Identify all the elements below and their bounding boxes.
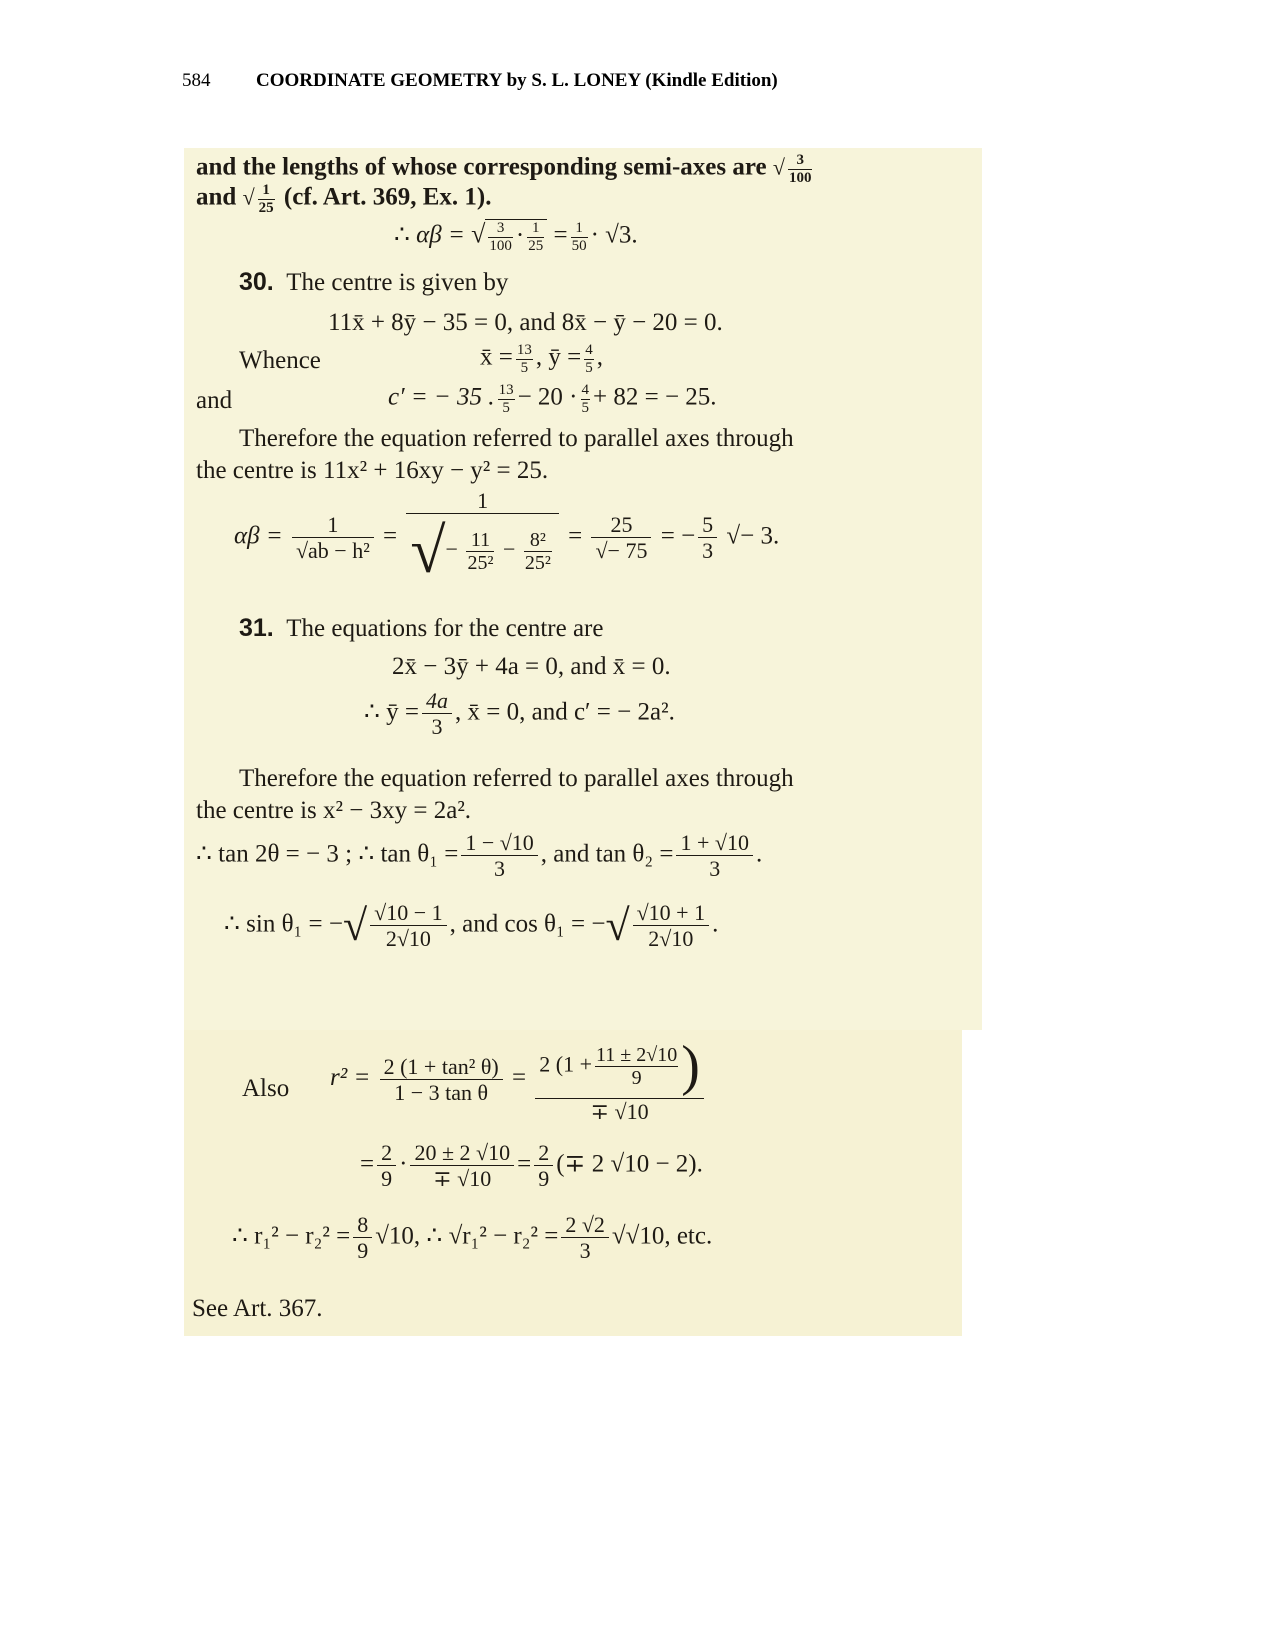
- whence-line: Whence: [239, 347, 321, 374]
- see-art-reference: See Art. 367.: [192, 1295, 323, 1322]
- equation-alpha-beta-2: αβ = $\frac{1}{\text{√ab − h²}}$ = 1 √− $\frac{11}{\text{25²}}$ − $\frac{\text{8²}}{\text{25²}}$ = $\frac{25}{√- 75}$ = − $\frac{5}{3}$ √− 3.: [234, 488, 780, 587]
- running-head: [182, 70, 778, 92]
- equation-r-squared-2: = $\frac{2}{9}$ · $\frac{20 \pm 2 √10}{\mp √10}$ = $\frac{2}{9}$ (∓ 2 √10 − 2).: [360, 1140, 703, 1192]
- equation-31-centre: 2x̄ − 3ȳ + 4a = 0, and x̄ = 0.: [392, 653, 671, 680]
- fraction: $\frac{1}{25}$: [258, 182, 274, 216]
- scanned-text-region-upper: [184, 148, 982, 1030]
- text-line-30b: the centre is 11x² + 16xy − y² = 25.: [196, 457, 549, 484]
- equation-31-tan: ∴ tan 2θ = − 3 ; ∴ tan θ₁ = $\frac{1 - √10}{3}$ , and tan θ₂ = $\frac{1 + √10}{3}$ .: [196, 830, 763, 882]
- equation-r-squared: r² = $\frac{\text{2 (1 + tan² θ)}}{\text{1 − 3 tan θ}}$ = 2 (1 + $\frac{11 \pm 2√10}{9}$ ) ∓ √10: [330, 1034, 707, 1125]
- equation-30-c: c′ = − 35 . $\frac{13}{5}$ − 20 · $\frac{4}{5}$ + 82 = − 25.: [388, 382, 717, 416]
- section-31-heading: 31. The equations for the centre are: [239, 614, 604, 642]
- page-number: 584: [182, 70, 211, 91]
- book-title: COORDINATE GEOMETRY by S. L. LONEY (Kindle Edition): [256, 70, 778, 91]
- equation-30-centre: 11x̄ + 8ȳ − 35 = 0, and 8x̄ − ȳ − 20 = 0.: [328, 309, 723, 336]
- text-line-1: and the lengths of whose corresponding semi-axes are √ $\frac{3}{100}$: [196, 152, 812, 186]
- also-label: Also: [242, 1075, 290, 1102]
- equation-31-ybar: ∴ ȳ = $\frac{4a}{3}$ , x̄ = 0, and c′ = − 2a².: [364, 688, 675, 740]
- equation-alpha-beta-1: ∴ αβ = √ $\frac{3}{100}$ · $\frac{1}{25}$ = $\frac{1}{50}$ · √3.: [394, 219, 638, 254]
- section-30-heading: 30. The centre is given by: [239, 268, 509, 296]
- scanned-text-region-lower: [184, 1030, 962, 1336]
- text-line-31b: the centre is x² − 3xy = 2a².: [196, 797, 472, 824]
- fraction: $\frac{3}{100}$: [788, 152, 812, 186]
- text-line-30a: Therefore the equation referred to parallel axes through: [239, 425, 794, 452]
- and-label: and: [196, 387, 233, 414]
- equation-31-sin-cos: ∴ sin θ₁ = −√ $\frac{√10 - 1}{2√10}$ , and cos θ₁ = −√ $\frac{√10 + 1}{2√10}$ .: [224, 900, 719, 952]
- text-line-31a: Therefore the equation referred to parallel axes through: [239, 765, 794, 792]
- equation-r-difference: ∴ r₁² − r₂² = $\frac{8}{9}$ √10, ∴ √r₁² − r₂² = $\frac{2 √2}{3}$ √√10, etc.: [232, 1212, 713, 1264]
- equation-30-xbar-ybar: x̄ = $\frac{13}{5}$ , ȳ = $\frac{4}{5}$ ,: [480, 342, 603, 376]
- text-line-2: and √ $\frac{1}{25}$ (cf. Art. 369, Ex. 1).: [196, 182, 492, 216]
